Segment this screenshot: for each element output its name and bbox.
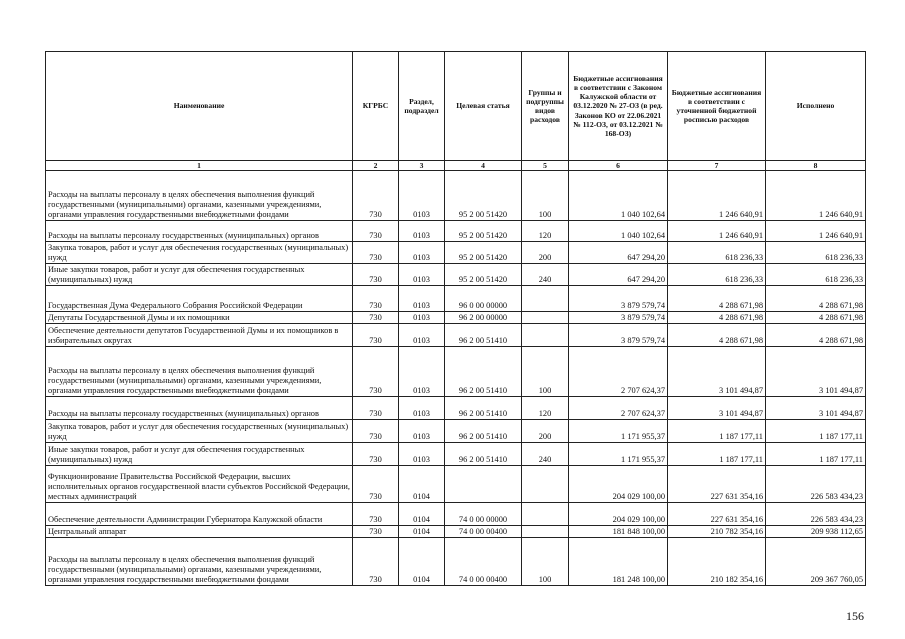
table-row — [46, 221, 866, 242]
row-name: Обеспечение деятельности депутатов Государственной Думы и их помощников в избирательных округах — [46, 324, 353, 347]
column-number: 5 — [522, 161, 569, 171]
row-law-amount: 647 294,20 — [569, 264, 668, 286]
row-section: 0103 — [399, 264, 445, 286]
header-target-article: Целевая статья — [445, 52, 522, 161]
row-kgrbs: 730 — [353, 324, 399, 347]
row-expense-group: 240 — [522, 443, 569, 466]
table-row — [46, 171, 866, 221]
row-expense-group: 100 — [522, 538, 569, 586]
row-kgrbs: 730 — [353, 312, 399, 324]
page-number: 156 — [846, 609, 864, 623]
row-executed-amount: 226 583 434,23 — [766, 503, 866, 526]
row-executed-amount: 209 938 112,65 — [766, 526, 866, 538]
row-name: Центральный аппарат — [46, 526, 353, 538]
row-executed-amount: 226 583 434,23 — [766, 466, 866, 503]
row-law-amount: 647 294,20 — [569, 242, 668, 264]
row-name: Расходы на выплаты персоналу государственных (муниципальных) органов — [46, 397, 353, 420]
row-section: 0103 — [399, 286, 445, 312]
row-section: 0104 — [399, 503, 445, 526]
table-row — [46, 503, 866, 526]
table-row — [46, 242, 866, 264]
column-number: 2 — [353, 161, 399, 171]
row-kgrbs: 730 — [353, 466, 399, 503]
row-target-article: 74 0 00 00400 — [445, 526, 522, 538]
table-row — [46, 286, 866, 312]
row-target-article: 95 2 00 51420 — [445, 264, 522, 286]
table-row — [46, 324, 866, 347]
row-executed-amount: 618 236,33 — [766, 242, 866, 264]
table-row — [46, 264, 866, 286]
row-refined-amount: 618 236,33 — [668, 242, 766, 264]
header-kgrbs: КГРБС — [353, 52, 399, 161]
row-executed-amount: 1 246 640,91 — [766, 221, 866, 242]
row-section: 0103 — [399, 221, 445, 242]
row-kgrbs: 730 — [353, 221, 399, 242]
row-law-amount: 2 707 624,37 — [569, 397, 668, 420]
row-refined-amount: 3 101 494,87 — [668, 347, 766, 397]
row-name: Расходы на выплаты персоналу в целях обеспечения выполнения функций государственными (муниципальными) органами, казенными учреждениями, органами управления государственными внебюджетными фондами — [46, 171, 353, 221]
row-executed-amount: 209 367 760,05 — [766, 538, 866, 586]
row-section: 0103 — [399, 443, 445, 466]
table-row — [46, 312, 866, 324]
row-expense-group: 200 — [522, 420, 569, 443]
column-number-row — [46, 161, 866, 171]
row-name: Функционирование Правительства Российской Федерации, высших исполнительных органов государственной власти субъектов Российской Федерации, местных администраций — [46, 466, 353, 503]
row-refined-amount: 618 236,33 — [668, 264, 766, 286]
row-law-amount: 1 171 955,37 — [569, 443, 668, 466]
table-row — [46, 526, 866, 538]
row-expense-group — [522, 312, 569, 324]
row-refined-amount: 3 101 494,87 — [668, 397, 766, 420]
row-kgrbs: 730 — [353, 286, 399, 312]
row-name: Расходы на выплаты персоналу государственных (муниципальных) органов — [46, 221, 353, 242]
row-name: Иные закупки товаров, работ и услуг для обеспечения государственных (муниципальных) нужд — [46, 264, 353, 286]
row-target-article: 74 0 00 00400 — [445, 538, 522, 586]
row-name: Закупка товаров, работ и услуг для обеспечения государственных (муниципальных) нужд — [46, 242, 353, 264]
row-executed-amount: 1 187 177,11 — [766, 443, 866, 466]
row-executed-amount: 3 101 494,87 — [766, 347, 866, 397]
row-law-amount: 181 248 100,00 — [569, 538, 668, 586]
row-name: Закупка товаров, работ и услуг для обеспечения государственных (муниципальных) нужд — [46, 420, 353, 443]
row-section: 0103 — [399, 312, 445, 324]
row-target-article: 74 0 00 00000 — [445, 503, 522, 526]
row-expense-group: 120 — [522, 221, 569, 242]
row-expense-group — [522, 466, 569, 503]
row-law-amount: 204 029 100,00 — [569, 503, 668, 526]
row-target-article: 96 2 00 51410 — [445, 397, 522, 420]
row-refined-amount: 1 246 640,91 — [668, 171, 766, 221]
row-law-amount: 2 707 624,37 — [569, 347, 668, 397]
row-expense-group — [522, 503, 569, 526]
row-section: 0104 — [399, 466, 445, 503]
row-law-amount: 1 171 955,37 — [569, 420, 668, 443]
row-expense-group: 100 — [522, 171, 569, 221]
column-number: 8 — [766, 161, 866, 171]
row-target-article: 95 2 00 51420 — [445, 171, 522, 221]
row-refined-amount: 1 187 177,11 — [668, 443, 766, 466]
row-kgrbs: 730 — [353, 526, 399, 538]
table-row — [46, 347, 866, 397]
row-kgrbs: 730 — [353, 264, 399, 286]
row-name: Расходы на выплаты персоналу в целях обеспечения выполнения функций государственными (муниципальными) органами, казенными учреждениями, органами управления государственными внебюджетными фондами — [46, 538, 353, 586]
row-refined-amount: 4 288 671,98 — [668, 324, 766, 347]
row-target-article: 95 2 00 51420 — [445, 221, 522, 242]
row-expense-group — [522, 526, 569, 538]
row-law-amount: 1 040 102,64 — [569, 171, 668, 221]
row-target-article — [445, 466, 522, 503]
row-kgrbs: 730 — [353, 397, 399, 420]
row-target-article: 96 2 00 00000 — [445, 312, 522, 324]
row-name: Иные закупки товаров, работ и услуг для обеспечения государственных (муниципальных) нужд — [46, 443, 353, 466]
table-row — [46, 397, 866, 420]
column-number: 6 — [569, 161, 668, 171]
row-law-amount: 3 879 579,74 — [569, 286, 668, 312]
table-body — [46, 171, 866, 586]
row-executed-amount: 4 288 671,98 — [766, 286, 866, 312]
column-number: 7 — [668, 161, 766, 171]
row-target-article: 96 2 00 51410 — [445, 420, 522, 443]
row-section: 0104 — [399, 538, 445, 586]
header-expense-group: Группы и подгруппы видов расходов — [522, 52, 569, 161]
table-row — [46, 466, 866, 503]
row-refined-amount: 4 288 671,98 — [668, 286, 766, 312]
row-name: Государственная Дума Федерального Собрания Российской Федерации — [46, 286, 353, 312]
row-refined-amount: 210 782 354,16 — [668, 526, 766, 538]
row-expense-group: 120 — [522, 397, 569, 420]
row-executed-amount: 4 288 671,98 — [766, 312, 866, 324]
row-executed-amount: 1 187 177,11 — [766, 420, 866, 443]
row-section: 0103 — [399, 347, 445, 397]
row-expense-group: 200 — [522, 242, 569, 264]
row-section: 0104 — [399, 526, 445, 538]
row-kgrbs: 730 — [353, 443, 399, 466]
row-name: Депутаты Государственной Думы и их помощники — [46, 312, 353, 324]
row-target-article: 96 0 00 00000 — [445, 286, 522, 312]
header-law-allocations: Бюджетные ассигнования в соответствии с Законом Калужской области от 03.12.2020 № 27-ОЗ (в ред. Законов КО от 22.06.2021 № 112-ОЗ, от 03.12.2021 № 168-ОЗ) — [569, 52, 668, 161]
budget-table — [45, 51, 866, 586]
row-executed-amount: 618 236,33 — [766, 264, 866, 286]
table-header-row — [46, 52, 866, 161]
row-executed-amount: 1 246 640,91 — [766, 171, 866, 221]
column-number: 1 — [46, 161, 353, 171]
row-kgrbs: 730 — [353, 242, 399, 264]
row-refined-amount: 227 631 354,16 — [668, 503, 766, 526]
row-kgrbs: 730 — [353, 503, 399, 526]
row-executed-amount: 3 101 494,87 — [766, 397, 866, 420]
row-name: Расходы на выплаты персоналу в целях обеспечения выполнения функций государственными (муниципальными) органами, казенными учреждениями, органами управления государственными внебюджетными фондами — [46, 347, 353, 397]
row-refined-amount: 227 631 354,16 — [668, 466, 766, 503]
row-executed-amount: 4 288 671,98 — [766, 324, 866, 347]
row-law-amount: 3 879 579,74 — [569, 324, 668, 347]
column-number: 4 — [445, 161, 522, 171]
row-target-article: 96 2 00 51410 — [445, 324, 522, 347]
row-section: 0103 — [399, 397, 445, 420]
row-refined-amount: 1 187 177,11 — [668, 420, 766, 443]
row-name: Обеспечение деятельности Администрации Губернатора Калужской области — [46, 503, 353, 526]
column-number: 3 — [399, 161, 445, 171]
row-expense-group: 100 — [522, 347, 569, 397]
row-target-article: 96 2 00 51410 — [445, 443, 522, 466]
row-law-amount: 1 040 102,64 — [569, 221, 668, 242]
row-refined-amount: 1 246 640,91 — [668, 221, 766, 242]
row-law-amount: 204 029 100,00 — [569, 466, 668, 503]
row-kgrbs: 730 — [353, 347, 399, 397]
table-row — [46, 420, 866, 443]
row-refined-amount: 210 182 354,16 — [668, 538, 766, 586]
row-refined-amount: 4 288 671,98 — [668, 312, 766, 324]
header-executed: Исполнено — [766, 52, 866, 161]
row-expense-group: 240 — [522, 264, 569, 286]
row-kgrbs: 730 — [353, 171, 399, 221]
row-section: 0103 — [399, 242, 445, 264]
row-expense-group — [522, 324, 569, 347]
header-refined-allocations: Бюджетные ассигнования в соответствии с уточненной бюджетной росписью расходов — [668, 52, 766, 161]
row-section: 0103 — [399, 324, 445, 347]
row-law-amount: 181 848 100,00 — [569, 526, 668, 538]
header-name: Наименование — [46, 52, 353, 161]
row-kgrbs: 730 — [353, 538, 399, 586]
row-law-amount: 3 879 579,74 — [569, 312, 668, 324]
table-row — [46, 443, 866, 466]
row-target-article: 96 2 00 51410 — [445, 347, 522, 397]
row-kgrbs: 730 — [353, 420, 399, 443]
table-row — [46, 538, 866, 586]
row-target-article: 95 2 00 51420 — [445, 242, 522, 264]
row-section: 0103 — [399, 171, 445, 221]
header-section: Раздел, подраздел — [399, 52, 445, 161]
row-section: 0103 — [399, 420, 445, 443]
row-expense-group — [522, 286, 569, 312]
